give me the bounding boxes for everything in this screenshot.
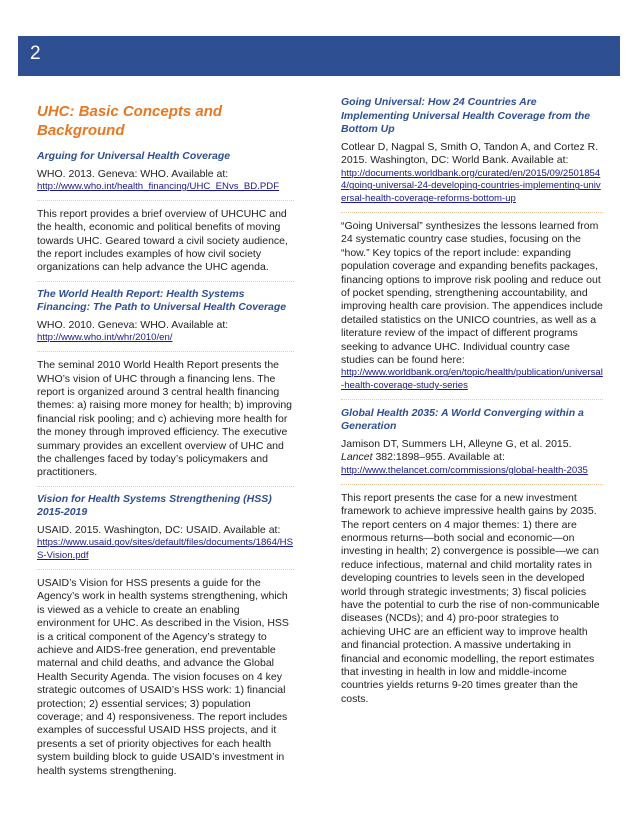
citation-pages: 382:1898–955. Available at:: [372, 451, 505, 464]
entry-citation: USAID. 2015. Washington, DC: USAID. Available at:: [37, 523, 281, 536]
entry-description: USAID’s Vision for HSS presents a guide for the Agency’s work in health systems strengthening, which is viewed as a vehicle to create an enabling environment for UHC. As described in the Vision, HSS is a critical component of the Agency’s strategy to achieve and AIDS-free generation, end preventable maternal and child deaths, and advance the Global Health Security Agenda. The vision focuses on 4 key strategic outcomes of USAID’s HSS work: 1) financial protection; 2) essential services; 3) population coverage; and 4) responsiveness. The report includes examples of successful USAID HSS projects, and it presents a set of priority objectives for each health system building block to guide USAID’s investment in health systems strengthening.: [37, 576, 289, 777]
page-number: 2: [30, 43, 41, 64]
entry-description: This report presents the case for a new investment framework to achieve impressive health gains by 2035. The report centers on 4 major themes: 1) there are enormous returns—both social and economic—on investing in health; 2) convergence is possible—we can reduce infectious, maternal and child mortality rates in developing countries to levels seen in the developed world through strategic investments; 3) fiscal policies have the potential to curb the rise of non-communicable diseases (NCDs); and 4) pro-poor strategies to achieving UHC are an efficient way to improve health and financial protection. A massive undertaking in financial and economic modelling, the report estimates that investing in health in low and middle-income countries yields returns 9-20 times greater than the costs.: [341, 491, 600, 705]
entry-citation: WHO. 2013. Geneva: WHO. Available at:: [37, 167, 229, 180]
entry-link[interactable]: http://www.thelancet.com/commissions/global-health-2035: [341, 465, 603, 485]
entry-link[interactable]: http://documents.worldbank.org/curated/en/2015/09/25018544/going-universal-24-developing-countries-implementing-universal-health-coverage-reforms-bottom-up: [341, 168, 603, 213]
entry-citation: WHO. 2010. Geneva: WHO. Available at:: [37, 318, 229, 331]
entry-link[interactable]: http://www.who.int/health_financing/UHC_ENvs_BD.PDF: [37, 181, 294, 201]
left-column: [37, 96, 294, 790]
entry-title: Global Health 2035: A World Converging within a Generation: [341, 406, 584, 433]
entry-link[interactable]: https://www.usaid.gov/sites/default/files/documents/1864/HSS-Vision.pdf: [37, 537, 294, 570]
entry-title: The World Health Report: Health Systems Financing: The Path to Universal Health Coverage: [37, 287, 287, 314]
citation-journal: Lancet: [341, 451, 373, 464]
case-studies-link[interactable]: http://www.worldbank.org/en/topic/health/publication/universal-health-coverage-study-series: [341, 367, 603, 400]
entry-description: “Going Universal” synthesizes the lessons learned from 24 systematic country case studies, focusing on the “how.” Key topics of the report include: expanding population coverage and expanding benefits packages, financing options to improve risk pooling and reduce out of pocket spending, strengthening accountability, and improving health care provision. The appendices include detailed statistics on the UNICO countries, as well as a literature review of the impact of different programs seeking to advance UHC. Individual country case studies can be found here:: [341, 219, 603, 366]
entry-title: Going Universal: How 24 Countries Are Implementing Universal Health Coverage from the Bottom Up: [341, 96, 591, 135]
right-column: [341, 96, 603, 718]
header-bar: [18, 36, 620, 76]
entry-global-health-2035: [341, 407, 603, 712]
entry-citation: [341, 438, 603, 465]
entry-arguing-uhc: [37, 150, 294, 282]
entry-description: The seminal 2010 World Health Report presents the WHO’s vision of UHC through a financing lens. The report is organized around 3 central health financing themes: a) raising more money for health; b) improving financial risk pooling; and c) achieving more health for the money through improved efficiency. The executive summary provides an excellent overview of UHC and the challenges faced by today’s policymakers and practitioners.: [37, 359, 294, 487]
entry-link[interactable]: http://www.who.int/whr/2010/en/: [37, 332, 294, 352]
section-title: UHC: Basic Concepts and Background: [37, 103, 223, 139]
entry-hss-vision: [37, 493, 294, 784]
entry-citation: Cotlear D, Nagpal S, Smith O, Tandon A, and Cortez R. 2015. Washington, DC: World Bank. Available at:: [341, 140, 599, 166]
entry-title: Vision for Health Systems Strengthening (HSS) 2015-2019: [37, 492, 272, 519]
entry-world-health-report: [37, 288, 294, 487]
entry-title: Arguing for Universal Health Coverage: [37, 150, 231, 162]
entry-going-universal: [341, 96, 603, 400]
citation-authors: Jamison DT, Summers LH, Alleyne G, et al. 2015.: [341, 437, 572, 450]
entry-description: This report provides a brief overview of UHCUHC and the health, economic and political benefits of moving towards UHC. Geared toward a civil society audience, the report includes examples of how civil society organizations can help advance the UHC agenda.: [37, 208, 294, 282]
